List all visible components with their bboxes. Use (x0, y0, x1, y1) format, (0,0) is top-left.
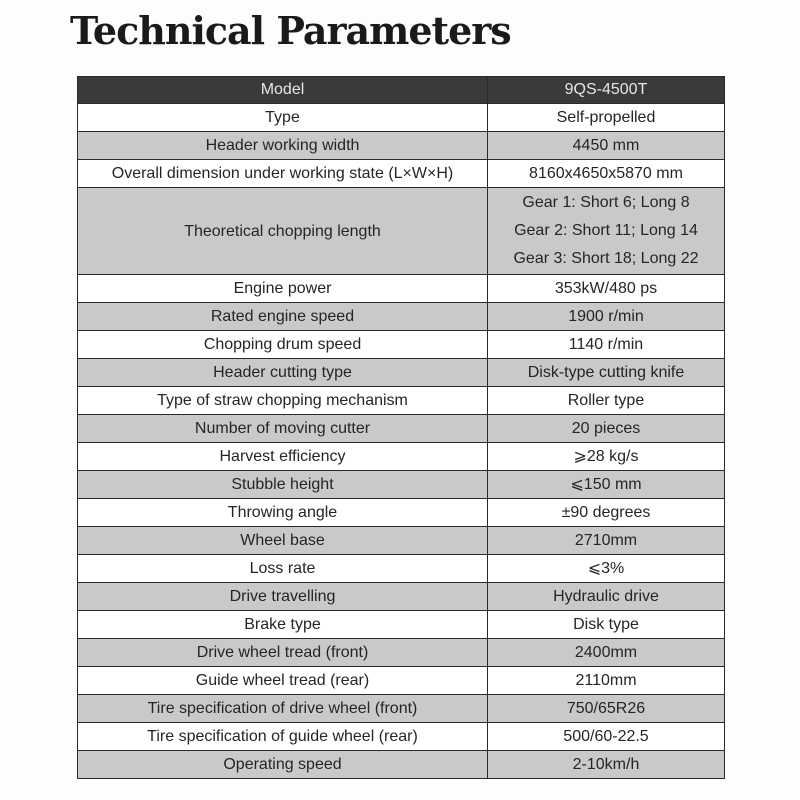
table-row (78, 104, 725, 132)
param-cell: Number of moving cutter (78, 415, 488, 443)
table-row (78, 303, 725, 331)
value-line: Gear 2: Short 11; Long 14 (514, 222, 698, 239)
value-cell-multi (488, 188, 725, 275)
technical-parameters-table (77, 76, 725, 779)
header-value-cell: 9QS-4500T (488, 77, 725, 104)
value-cell: Hydraulic drive (488, 583, 725, 611)
value-cell: Self-propelled (488, 104, 725, 132)
table-row (78, 695, 725, 723)
table-row (78, 555, 725, 583)
param-cell: Harvest efficiency (78, 443, 488, 471)
value-cell: Roller type (488, 387, 725, 415)
table-row (78, 275, 725, 303)
page-title: Technical Parameters (70, 8, 511, 53)
table-row (78, 667, 725, 695)
header-param-cell: Model (78, 77, 488, 104)
value-cell: 2-10km/h (488, 751, 725, 779)
value-cell: 8160x4650x5870 mm (488, 160, 725, 188)
value-cell: ⩾28 kg/s (488, 443, 725, 471)
value-cell: 1140 r/min (488, 331, 725, 359)
value-cell: Disk-type cutting knife (488, 359, 725, 387)
table-row (78, 639, 725, 667)
value-cell: 750/65R26 (488, 695, 725, 723)
value-cell: ±90 degrees (488, 499, 725, 527)
param-cell: Stubble height (78, 471, 488, 499)
table-row (78, 499, 725, 527)
value-cell: 20 pieces (488, 415, 725, 443)
value-cell: 1900 r/min (488, 303, 725, 331)
table-row (78, 611, 725, 639)
param-cell: Brake type (78, 611, 488, 639)
param-cell: Rated engine speed (78, 303, 488, 331)
value-cell: 353kW/480 ps (488, 275, 725, 303)
value-cell: ⩽3% (488, 555, 725, 583)
table-row (78, 471, 725, 499)
param-cell: Operating speed (78, 751, 488, 779)
table-row (78, 331, 725, 359)
param-cell: Tire specification of drive wheel (front) (78, 695, 488, 723)
param-cell: Header working width (78, 132, 488, 160)
param-cell: Guide wheel tread (rear) (78, 667, 488, 695)
table-row (78, 751, 725, 779)
param-cell: Drive travelling (78, 583, 488, 611)
param-cell: Type of straw chopping mechanism (78, 387, 488, 415)
table-row (78, 415, 725, 443)
table-row (78, 132, 725, 160)
value-cell: Disk type (488, 611, 725, 639)
param-cell: Type (78, 104, 488, 132)
param-cell: Theoretical chopping length (78, 188, 488, 275)
param-cell: Chopping drum speed (78, 331, 488, 359)
value-line: Gear 1: Short 6; Long 8 (522, 194, 690, 211)
value-cell: 2110mm (488, 667, 725, 695)
table-row (78, 527, 725, 555)
param-cell: Loss rate (78, 555, 488, 583)
value-cell: 2710mm (488, 527, 725, 555)
value-line: Gear 3: Short 18; Long 22 (513, 250, 699, 267)
table-row (78, 359, 725, 387)
value-cell: ⩽150 mm (488, 471, 725, 499)
param-cell: Header cutting type (78, 359, 488, 387)
param-cell: Tire specification of guide wheel (rear) (78, 723, 488, 751)
value-cell: 4450 mm (488, 132, 725, 160)
param-cell: Overall dimension under working state (L×W×H) (78, 160, 488, 188)
table-row (78, 723, 725, 751)
param-cell: Drive wheel tread (front) (78, 639, 488, 667)
table-row (78, 160, 725, 188)
param-cell: Engine power (78, 275, 488, 303)
param-cell: Wheel base (78, 527, 488, 555)
table-row (78, 443, 725, 471)
table-row (78, 583, 725, 611)
value-cell: 2400mm (488, 639, 725, 667)
value-cell: 500/60-22.5 (488, 723, 725, 751)
table-row (78, 387, 725, 415)
table-header-row (78, 77, 725, 104)
param-cell: Throwing angle (78, 499, 488, 527)
table-row (78, 188, 725, 275)
